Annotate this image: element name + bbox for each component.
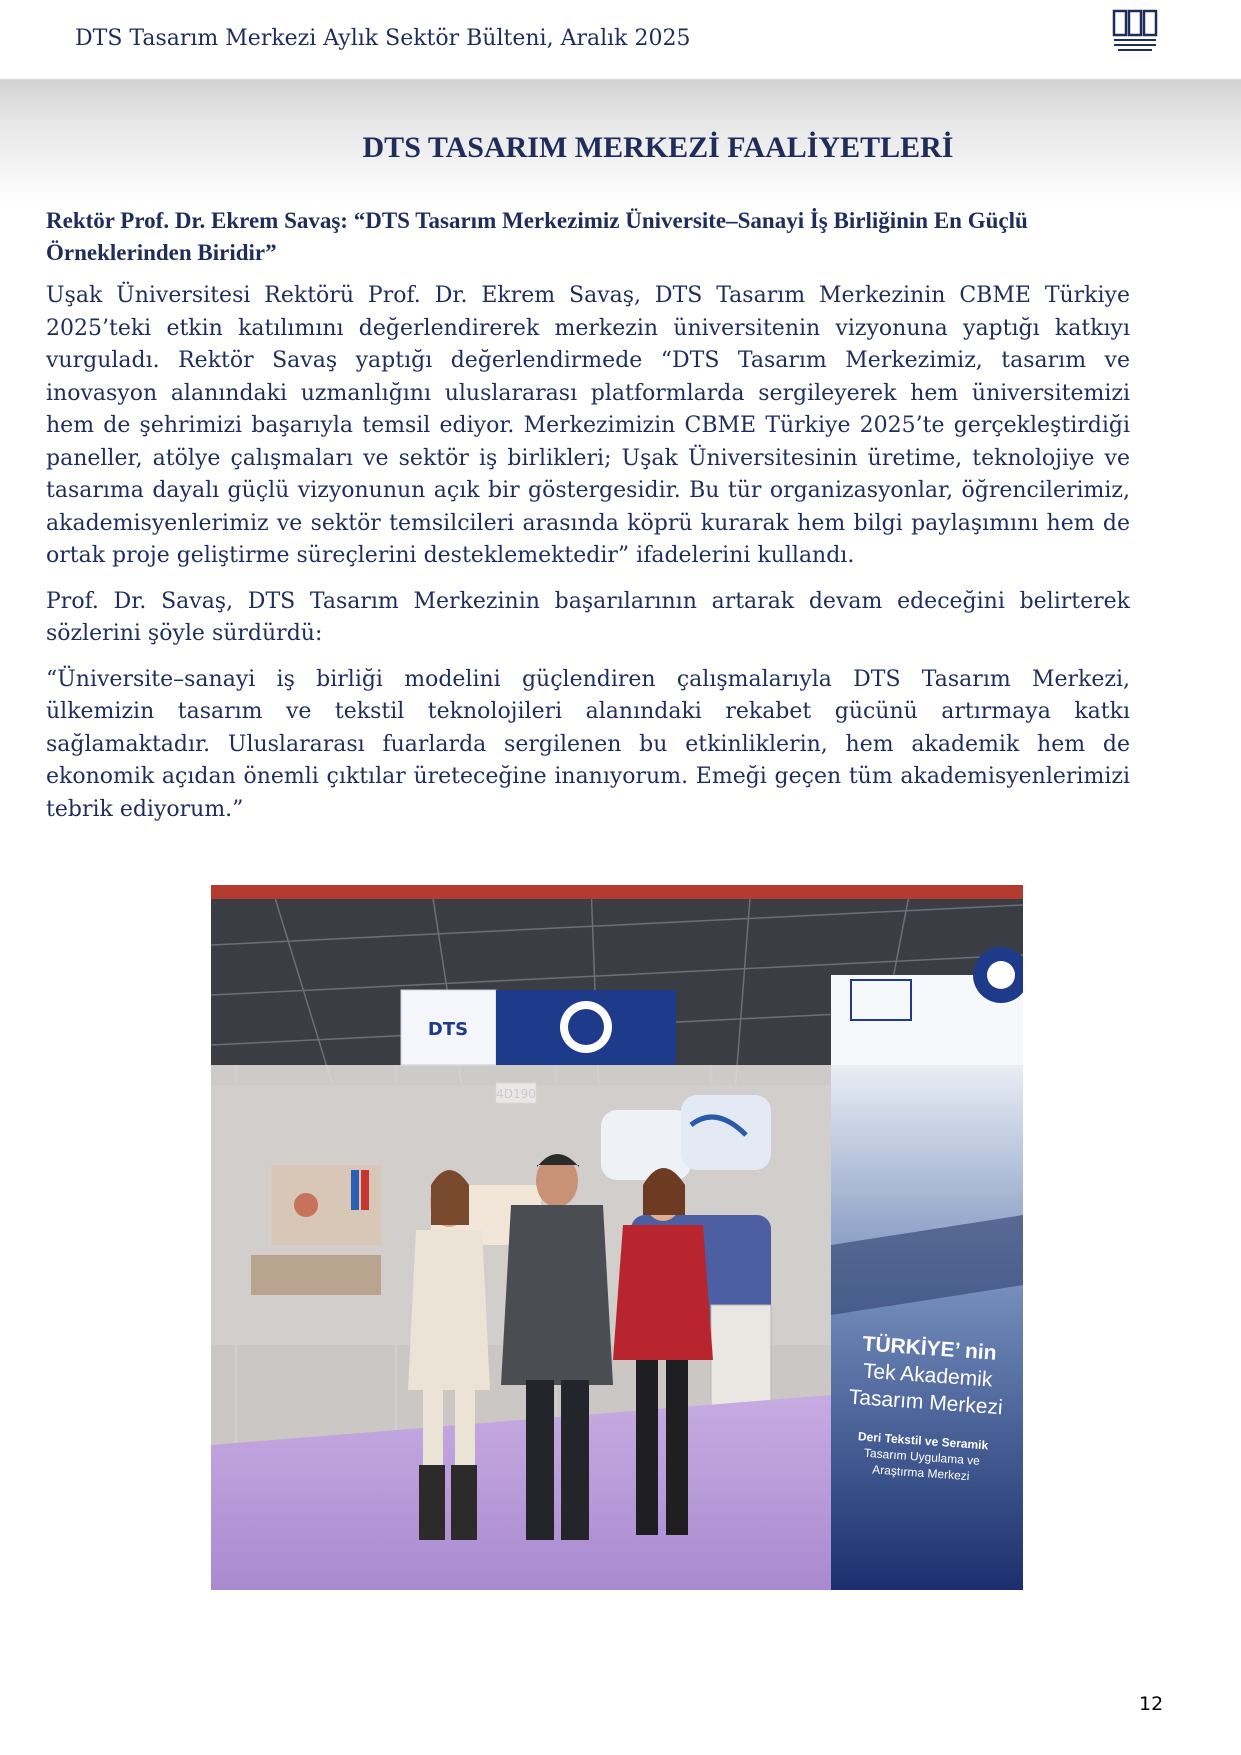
fair-stand-photo [211, 885, 1023, 1590]
svg-text:DTS: DTS [427, 1019, 469, 1040]
page-title: DTS TASARIM MERKEZİ FAALİYETLERİ [362, 131, 954, 164]
fair-stand-illustration [211, 885, 1023, 1590]
article-paragraph: Prof. Dr. Savaş, DTS Tasarım Merkezinin başarılarının artarak devam edeceğini belirterek sözlerini şöyle sürdürdü: [46, 588, 1130, 646]
dts-logo-icon [1110, 8, 1160, 56]
article-paragraph: Uşak Üniversitesi Rektörü Prof. Dr. Ekrem Savaş, DTS Tasarım Merkezinin CBME Türkiye 2025’teki etkin katılımını değerlendirerek merkezin üniversitenin vizyonuna yaptığı katkıyı vurguladı. Rektör Savaş yaptığı değerlendirmede “DTS Tasarım Merkezimiz, tasarım ve inovasyon alanındaki uzmanlığını uluslararası platformlarda sergileyerek hem üniversitemizi hem de şehrimizi başarıyla temsil ediyor. Merkezimizin CBME Türkiye 2025’te gerçekleştirdiği paneller, atölye çalışmaları ve sektör iş birlikleri; Uşak Üniversitesinin üretime, teknolojiye ve tasarıma dayalı güçlü vizyonunun açık bir göstergesidir. Bu tür organizasyonlar, öğrencilerimiz, akademisyenlerimiz ve sektör temsilcileri arasında köprü kurarak hem bilgi paylaşımını hem de ortak proje geliştirme süreçlerini desteklemektedir” ifadelerini kullandı. [46, 283, 1130, 568]
article-headline: Rektör Prof. Dr. Ekrem Savaş: “DTS Tasarım Merkezimiz Üniversite–Sanayi İş Birliğinin En Güçlü Örneklerinden Biridir” [46, 208, 1028, 265]
banner-line-1: TÜRKİYE’ nin [861, 1332, 998, 1365]
running-title: DTS Tasarım Merkezi Aylık Sektör Bülteni, Aralık 2025 [75, 26, 691, 51]
banner-line-4: Deri Tekstil ve Seramik [857, 1429, 989, 1453]
banner-line-2: Tek Akademik [862, 1359, 994, 1392]
banner-line-3: Tasarım Merkezi [848, 1385, 1004, 1420]
article-quote: “Üniversite–sanayi iş birliği modelini güçlendiren çalışmalarıyla DTS Tasarım Merkezi, ülkemizin tasarım ve tekstil teknolojileri alanındaki rekabet gücünü artırmaya katkı sağlamaktadır. Uluslararası fuarlarda sergilenen bu etkinliklerin, hem akademik hem de ekonomik açıdan önemli çıktılar üreteceğine inanıyorum. Emeği geçen tüm akademisyenlerimizi tebrik ediyorum.” [46, 666, 1130, 822]
page-number: 12 [1139, 1693, 1164, 1715]
article [46, 205, 1130, 839]
banner-line-6: Araştırma Merkezi [871, 1462, 970, 1484]
banner-line-5: Tasarım Uygulama ve [863, 1445, 981, 1468]
